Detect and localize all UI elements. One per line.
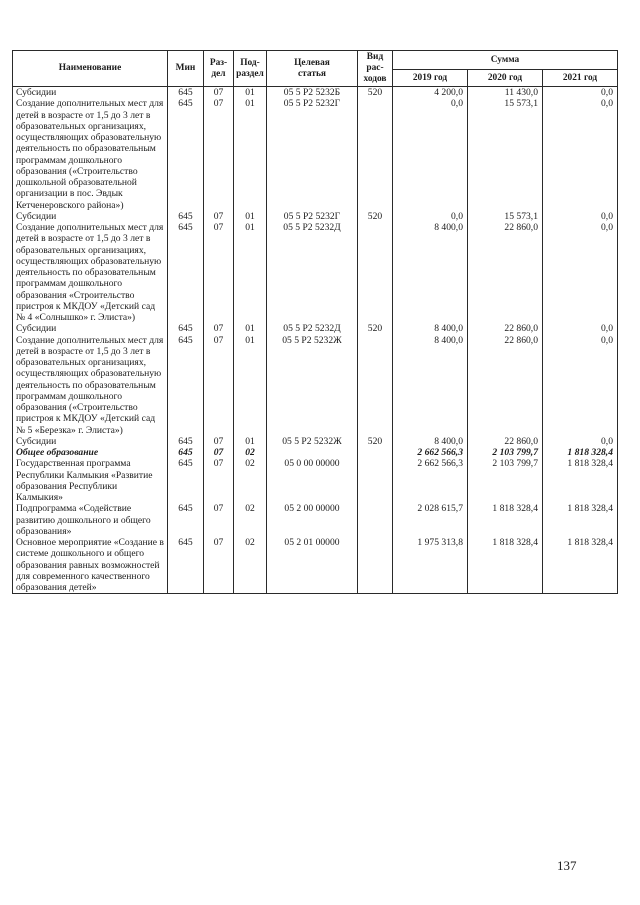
row-sum-2021: 0,0 (543, 335, 618, 436)
row-name: Государственная программа Республики Калмыкия «Развитие образования Республики Калмыкия» (13, 458, 168, 503)
row-min: 645 (168, 335, 204, 436)
header-2020: 2020 год (468, 70, 543, 87)
row-podrazdel: 02 (234, 458, 267, 503)
row-sum-2021: 1 818 328,4 (543, 458, 618, 503)
row-sum-2019: 1 975 313,8 (393, 537, 468, 594)
row-sum-2020: 1 818 328,4 (468, 503, 543, 537)
row-min: 645 (168, 503, 204, 537)
row-min: 645 (168, 458, 204, 503)
row-vid (358, 222, 393, 323)
row-podrazdel: 01 (234, 323, 267, 334)
row-name: Субсидии (13, 436, 168, 447)
table-row (13, 436, 618, 447)
row-razdel: 07 (204, 335, 234, 436)
row-sum-2020: 15 573,1 (468, 98, 543, 211)
row-celevaya-statya: 05 5 P2 5232Ж (267, 436, 358, 447)
table-row (13, 537, 618, 594)
row-name: Субсидии (13, 87, 168, 99)
row-vid (358, 503, 393, 537)
row-name: Создание дополнительных мест для детей в возрасте от 1,5 до 3 лет в образовательных организациях, осуществляющих образовательную деятельность по образовательным программам дошкольного образования «Строительство пристроя к МКДОУ «Детский сад № 4 «Солнышко» г. Элиста») (13, 222, 168, 323)
row-sum-2020: 2 103 799,7 (468, 447, 543, 458)
page-number: 137 (557, 858, 577, 873)
row-min: 645 (168, 323, 204, 334)
row-name: Создание дополнительных мест для детей в возрасте от 1,5 до 3 лет в образовательных организациях, осуществляющих образовательную деятельность по образовательным программам дошкольного образования («Строительство дошкольной образовательной организации в пос. Эвдык Кетченеровского района») (13, 98, 168, 211)
row-razdel: 07 (204, 87, 234, 99)
row-sum-2021: 0,0 (543, 87, 618, 99)
row-razdel: 07 (204, 537, 234, 594)
table-row (13, 323, 618, 334)
table-header (13, 51, 618, 87)
row-razdel: 07 (204, 211, 234, 222)
row-name: Основное мероприятие «Создание в системе дошкольного и общего образования равных возможностей для современного качественного образования детей» (13, 537, 168, 594)
row-podrazdel: 01 (234, 222, 267, 323)
table-row (13, 458, 618, 503)
row-sum-2021: 1 818 328,4 (543, 447, 618, 458)
table-row (13, 211, 618, 222)
row-podrazdel: 01 (234, 98, 267, 211)
row-vid: 520 (358, 87, 393, 99)
row-sum-2021: 0,0 (543, 211, 618, 222)
row-celevaya-statya: 05 2 00 00000 (267, 503, 358, 537)
row-sum-2019: 2 028 615,7 (393, 503, 468, 537)
row-podrazdel: 01 (234, 87, 267, 99)
row-sum-2019: 0,0 (393, 98, 468, 211)
row-sum-2020: 2 103 799,7 (468, 458, 543, 503)
row-name: Создание дополнительных мест для детей в возрасте от 1,5 до 3 лет в образовательных организациях, осуществляющих образовательную деятельность по образовательным программам дошкольного образования («Строительство пристроя к МКДОУ «Детский сад № 5 «Березка» г. Элиста») (13, 335, 168, 436)
row-sum-2021: 0,0 (543, 436, 618, 447)
row-min: 645 (168, 211, 204, 222)
row-razdel: 07 (204, 503, 234, 537)
row-sum-2021: 0,0 (543, 323, 618, 334)
row-name: Субсидии (13, 211, 168, 222)
header-vid: Вид рас- ходов (358, 51, 393, 87)
header-2021: 2021 год (543, 70, 618, 87)
header-celevaya: Целевая статья (267, 51, 358, 87)
row-vid (358, 335, 393, 436)
header-podrazdel: Под- раздел (234, 51, 267, 87)
row-min: 645 (168, 436, 204, 447)
row-min: 645 (168, 447, 204, 458)
row-podrazdel: 01 (234, 335, 267, 436)
row-vid (358, 537, 393, 594)
row-vid: 520 (358, 436, 393, 447)
row-celevaya-statya: 05 2 01 00000 (267, 537, 358, 594)
row-name: Субсидии (13, 323, 168, 334)
row-sum-2019: 8 400,0 (393, 222, 468, 323)
table-row (13, 222, 618, 323)
row-vid (358, 98, 393, 211)
row-razdel: 07 (204, 447, 234, 458)
table-row (13, 335, 618, 436)
row-name: Общее образование (13, 447, 168, 458)
row-sum-2020: 1 818 328,4 (468, 537, 543, 594)
row-vid: 520 (358, 323, 393, 334)
row-sum-2020: 22 860,0 (468, 335, 543, 436)
row-podrazdel: 02 (234, 537, 267, 594)
row-sum-2019: 0,0 (393, 211, 468, 222)
row-celevaya-statya (267, 447, 358, 458)
row-min: 645 (168, 87, 204, 99)
header-min: Мин (168, 51, 204, 87)
row-sum-2019: 2 662 566,3 (393, 458, 468, 503)
row-podrazdel: 02 (234, 503, 267, 537)
row-min: 645 (168, 98, 204, 211)
row-sum-2020: 22 860,0 (468, 436, 543, 447)
budget-table (12, 50, 618, 594)
row-celevaya-statya: 05 5 P2 5232Ж (267, 335, 358, 436)
row-min: 645 (168, 537, 204, 594)
row-vid (358, 447, 393, 458)
row-celevaya-statya: 05 5 P2 5232Г (267, 98, 358, 211)
row-celevaya-statya: 05 5 P2 5232Г (267, 211, 358, 222)
row-sum-2019: 8 400,0 (393, 335, 468, 436)
row-vid (358, 458, 393, 503)
table-row (13, 98, 618, 211)
row-razdel: 07 (204, 98, 234, 211)
row-min: 645 (168, 222, 204, 323)
row-sum-2021: 1 818 328,4 (543, 537, 618, 594)
row-sum-2020: 11 430,0 (468, 87, 543, 99)
row-sum-2019: 2 662 566,3 (393, 447, 468, 458)
row-podrazdel: 01 (234, 436, 267, 447)
header-2019: 2019 год (393, 70, 468, 87)
row-sum-2021: 0,0 (543, 222, 618, 323)
row-sum-2020: 22 860,0 (468, 222, 543, 323)
table-row-total (13, 447, 618, 458)
table-row (13, 503, 618, 537)
table-body (13, 87, 618, 594)
row-razdel: 07 (204, 323, 234, 334)
row-sum-2019: 4 200,0 (393, 87, 468, 99)
row-podrazdel: 02 (234, 447, 267, 458)
row-celevaya-statya: 05 0 00 00000 (267, 458, 358, 503)
row-celevaya-statya: 05 5 P2 5232Д (267, 323, 358, 334)
row-celevaya-statya: 05 5 P2 5232Д (267, 222, 358, 323)
row-sum-2019: 8 400,0 (393, 436, 468, 447)
row-sum-2019: 8 400,0 (393, 323, 468, 334)
row-sum-2020: 22 860,0 (468, 323, 543, 334)
row-celevaya-statya: 05 5 P2 5232Б (267, 87, 358, 99)
row-podrazdel: 01 (234, 211, 267, 222)
row-sum-2021: 1 818 328,4 (543, 503, 618, 537)
row-name: Подпрограмма «Содействие развитию дошкольного и общего образования» (13, 503, 168, 537)
row-sum-2021: 0,0 (543, 98, 618, 211)
header-name: Наименование (13, 51, 168, 87)
table-row (13, 87, 618, 99)
row-razdel: 07 (204, 458, 234, 503)
row-razdel: 07 (204, 222, 234, 323)
budget-sheet (12, 50, 616, 594)
row-razdel: 07 (204, 436, 234, 447)
header-razdel: Раз- дел (204, 51, 234, 87)
header-summa: Сумма (393, 51, 618, 70)
row-vid: 520 (358, 211, 393, 222)
row-sum-2020: 15 573,1 (468, 211, 543, 222)
